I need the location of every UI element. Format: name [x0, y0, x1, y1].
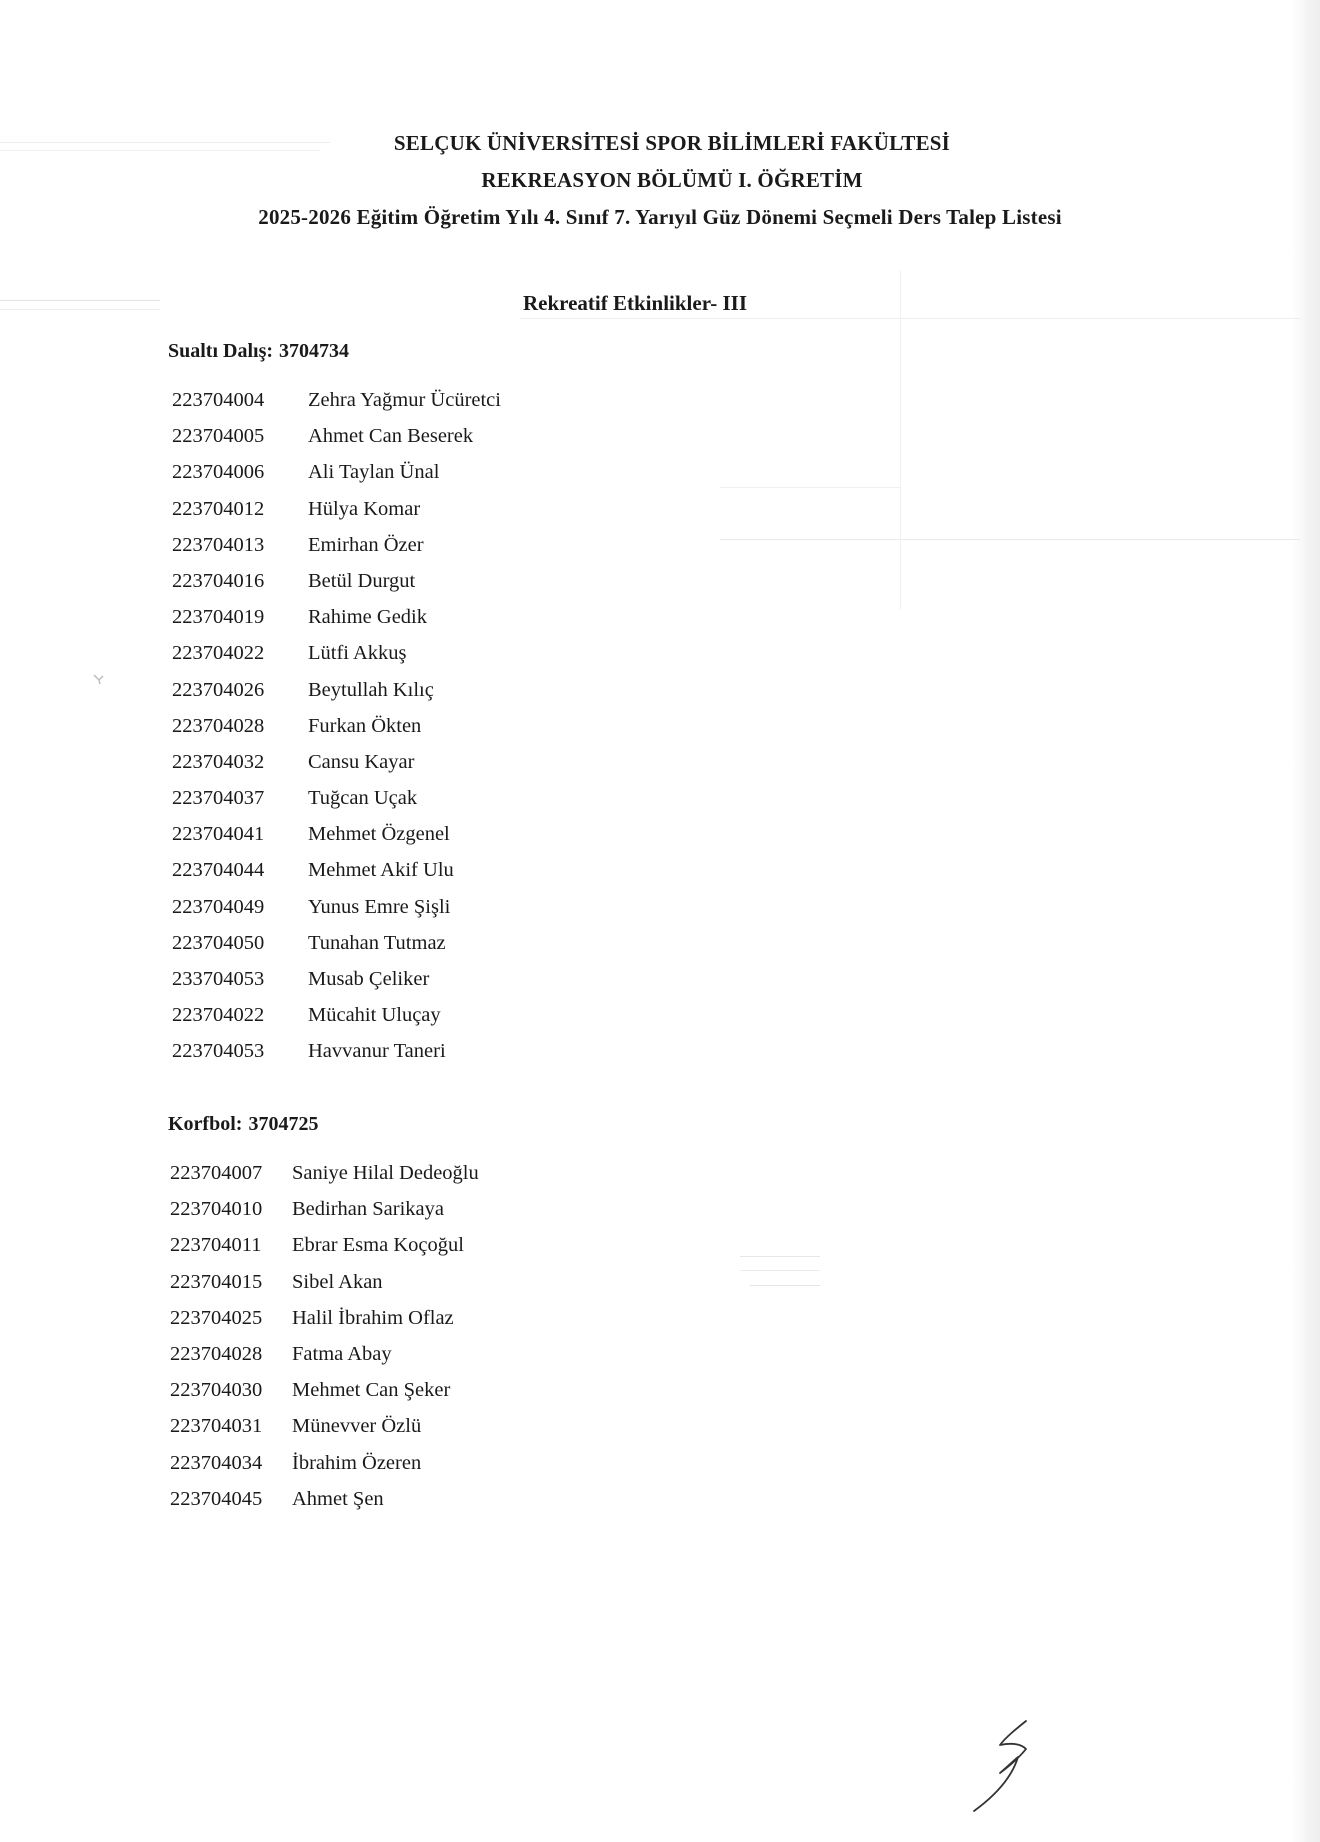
student-name: İbrahim Özeren — [292, 1451, 422, 1474]
student-id: 223704049 — [172, 895, 265, 918]
list-item — [172, 563, 501, 599]
student-id: 223704028 — [170, 1342, 263, 1365]
faculty-title: SELÇUK ÜNİVERSİTESİ SPOR BİLİMLERİ FAKÜLTESİ — [393, 131, 951, 155]
list-item — [170, 1155, 479, 1191]
signature-icon — [970, 1715, 1050, 1815]
student-id: 223704030 — [170, 1379, 263, 1402]
student-name: Ebrar Esma Koçoğul — [292, 1234, 464, 1257]
list-item — [170, 1445, 479, 1481]
section-name: Sualtı Dalış: — [168, 340, 274, 362]
student-name: Lütfi Akkuş — [308, 642, 407, 665]
student-id: 233704053 — [172, 968, 265, 990]
student-id: 223704037 — [172, 787, 265, 810]
student-name: Betül Durgut — [308, 569, 416, 592]
student-id: 223704025 — [170, 1306, 263, 1329]
student-name: Mehmet Can Şeker — [292, 1379, 451, 1402]
list-item — [172, 708, 501, 744]
list-item — [170, 1227, 479, 1263]
course-title: Rekreatif Etkinlikler- III — [523, 291, 747, 315]
student-list-sualti-dalis — [172, 382, 501, 1070]
student-name: Sibel Akan — [292, 1270, 383, 1293]
list-item — [172, 382, 501, 418]
scan-edge-shadow — [1292, 0, 1320, 1842]
student-name: Mehmet Akif Ulu — [308, 859, 454, 882]
scan-artifact — [520, 318, 1300, 319]
student-name: Emirhan Özer — [308, 533, 424, 556]
student-id: 223704050 — [172, 931, 265, 954]
scan-artifact — [720, 539, 1300, 540]
student-name: Tunahan Tutmaz — [308, 931, 446, 954]
student-id: 223704041 — [172, 823, 265, 846]
list-item — [172, 780, 501, 816]
student-name: Münevver Özlü — [292, 1415, 422, 1438]
list-item — [172, 961, 501, 997]
student-id: 223704006 — [172, 461, 265, 484]
list-item — [170, 1300, 479, 1336]
list-item — [172, 418, 501, 454]
student-name: Musab Çeliker — [308, 968, 430, 990]
student-name: Furkan Ökten — [308, 714, 422, 737]
student-id: 223704012 — [172, 497, 265, 520]
student-name: Yunus Emre Şişli — [308, 895, 451, 918]
student-id: 223704045 — [170, 1487, 263, 1510]
list-item — [170, 1408, 479, 1444]
student-name: Ali Taylan Ünal — [308, 461, 440, 484]
student-name: Havvanur Taneri — [308, 1040, 446, 1063]
student-name: Mücahit Uluçay — [308, 1004, 441, 1027]
scan-artifact — [750, 1285, 820, 1286]
section-code: 3704734 — [279, 340, 350, 362]
student-id: 223704053 — [172, 1040, 265, 1063]
student-name: Bedirhan Sarikaya — [292, 1198, 444, 1221]
student-name: Fatma Abay — [292, 1342, 392, 1365]
list-item — [172, 889, 501, 925]
student-id: 223704032 — [172, 750, 265, 773]
student-list-korfbol — [170, 1155, 479, 1517]
list-item — [172, 672, 501, 708]
scan-artifact — [740, 1270, 820, 1271]
student-name: Zehra Yağmur Ücüretci — [308, 389, 501, 411]
scan-artifact — [720, 487, 900, 488]
student-name: Hülya Komar — [308, 497, 421, 520]
list-item — [170, 1191, 479, 1227]
student-id: 223704022 — [172, 642, 265, 665]
student-id: 223704026 — [172, 678, 265, 701]
student-id: 223704005 — [172, 425, 265, 448]
list-item — [170, 1264, 479, 1300]
student-id: 223704019 — [172, 606, 265, 629]
student-id: 223704013 — [172, 533, 265, 556]
student-name: Beytullah Kılıç — [308, 678, 434, 701]
list-item — [172, 925, 501, 961]
department-title: REKREASYON BÖLÜMÜ I. ÖĞRETİM — [481, 168, 863, 192]
list-item — [170, 1481, 479, 1517]
list-item — [172, 527, 501, 563]
list-item — [172, 744, 501, 780]
list-item — [170, 1372, 479, 1408]
student-name: Rahime Gedik — [308, 606, 427, 629]
section-code: 3704725 — [248, 1113, 319, 1135]
list-item — [172, 635, 501, 671]
section-name: Korfbol: — [168, 1113, 243, 1135]
student-id: 223704031 — [170, 1415, 263, 1438]
student-name: Saniye Hilal Dedeoğlu — [292, 1162, 479, 1184]
student-id: 223704044 — [172, 859, 265, 882]
list-item — [172, 491, 501, 527]
list-item — [172, 599, 501, 635]
list-title: 2025-2026 Eğitim Öğretim Yılı 4. Sınıf 7. Yarıyıl Güz Dönemi Seçmeli Ders Talep Listesi — [258, 205, 1062, 229]
stray-mark-icon — [92, 672, 106, 686]
student-id: 223704028 — [172, 714, 265, 737]
list-item — [172, 852, 501, 888]
student-id: 223704015 — [170, 1270, 263, 1293]
student-name: Halil İbrahim Oflaz — [292, 1306, 454, 1329]
scan-artifact — [900, 270, 901, 610]
student-id: 223704010 — [170, 1198, 263, 1221]
section-heading-korfbol — [168, 1113, 318, 1136]
list-item — [172, 454, 501, 490]
student-id: 223704022 — [172, 1004, 265, 1027]
scan-artifact — [0, 309, 160, 310]
scan-artifact — [740, 1256, 820, 1257]
list-item — [170, 1336, 479, 1372]
student-name: Mehmet Özgenel — [308, 823, 450, 846]
student-name: Tuğcan Uçak — [308, 787, 418, 810]
student-id: 223704034 — [170, 1451, 263, 1474]
student-id: 223704004 — [172, 389, 265, 411]
student-name: Ahmet Can Beserek — [308, 425, 474, 448]
student-id: 223704011 — [170, 1234, 262, 1257]
list-item — [172, 1033, 501, 1069]
student-name: Cansu Kayar — [308, 750, 415, 773]
list-item — [172, 997, 501, 1033]
scan-artifact — [0, 300, 160, 301]
list-item — [172, 816, 501, 852]
student-id: 223704016 — [172, 569, 265, 592]
student-name: Ahmet Şen — [292, 1487, 384, 1510]
student-id: 223704007 — [170, 1162, 263, 1184]
section-heading-sualti-dalis — [168, 340, 349, 363]
